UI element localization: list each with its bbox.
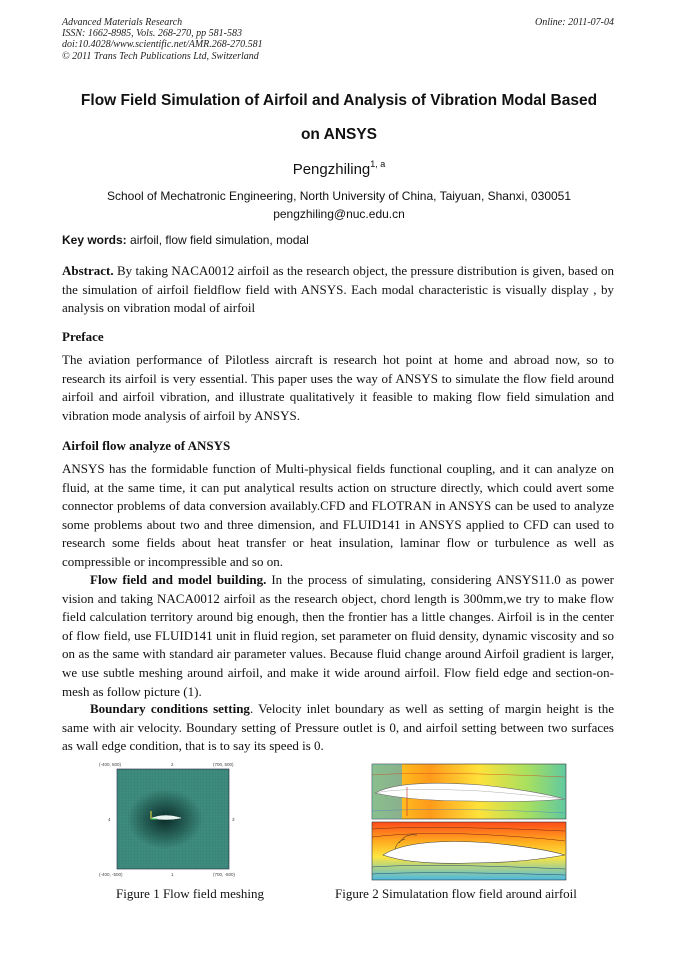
paper-title-line1: Flow Field Simulation of Airfoil and Analysis of Vibration Modal Based (80, 92, 598, 109)
author-superscript: 1, a (370, 159, 386, 169)
section-airfoil-flow-text: ANSYS has the formidable function of Multi-physical fields functional coupling, and it can analyze on fluid, at the same time, it can put analytical results action on structure directly, which could avert some connector problems of data conversion availably.CFD and FLOTRAN in ANSYS can be used to analyze some problems about two and three dimension, and FLUID141 in ANSYS applied to CFD can used to research some fields about heat transfer or heat insulation, laminar flow or turbulence as well as compressible or incompressible and so on. (62, 461, 614, 569)
journal-name: Advanced Materials Research (62, 17, 183, 28)
fig1-corner-bottom-left: (-400, -500) (99, 872, 123, 877)
fig1-label-right: 3 (232, 817, 235, 822)
flow-field-text: In the process of simulating, considering ANSYS11.0 as power vision and taking NACA0012 airfoil as the research object, chord length is 300mm,we try to make flow field calculation territory around big enough, then the frontier has a little changes. Airfoil is in the center of flow field, use FLUID141 unit in fluid region, set parameter on fluid density, dynamic viscosity and so on as the same with standard air parameter values. Because fluid change around Airfoil gradient is larger, we use subtle meshing around airfoil, and make it wide around airfoil. Flow field edge and section-on-mesh as follow picture (1). (62, 572, 615, 699)
keywords (62, 233, 309, 247)
fig1-corner-bottom-right: (700, -500) (213, 872, 236, 877)
copyright-line: © 2011 Trans Tech Publications Ltd, Switzerland (62, 50, 259, 62)
abstract-label: Abstract. (62, 263, 114, 278)
flow-field-paragraph (62, 571, 614, 701)
boundary-text: . Velocity inlet boundary as well as setting of margin height is the same with air velocity. Boundary setting of Pressure outlet is 0, and airfoil setting between two surfaces as wall edge condition, that is to say its speed is 0. (62, 701, 614, 754)
preface-heading: Preface (62, 329, 104, 344)
author-name: Pengzhiling (292, 161, 371, 178)
online-date: Online: 2011-07-04 (535, 17, 614, 28)
flow-field-graphic (371, 763, 567, 881)
figure1-mesh (95, 761, 245, 879)
mesh-graphic (95, 761, 245, 879)
issn-line: ISSN: 1662-8985, Vols. 268-270, pp 581-583 (62, 28, 242, 40)
figure1-caption: Figure 1 Flow field meshing (116, 886, 265, 901)
section-heading-airfoil-flow: Airfoil flow analyze of ANSYS (62, 438, 231, 453)
preface-text: The aviation performance of Pilotless aircraft is research hot point at home and abroad now, so to research its airfoil is very essential. This paper uses the way of ANSYS to simulate the flow field around airfoil and airfoil vibration, and illustrate qualitatively it feasible to making flow field simulation and vibration mode analysis of airfoil by ANSYS. (62, 352, 614, 423)
doi-line: doi:10.4028/www.scientific.net/AMR.268-270.581 (62, 39, 263, 51)
keywords-text: airfoil, flow field simulation, modal (130, 233, 309, 247)
keywords-label: Key words: (62, 233, 127, 247)
affiliation: School of Mechatronic Engineering, North University of China, Taiyuan, Shanxi, 030051 (106, 189, 572, 203)
fig1-label-bottom: 1 (171, 872, 174, 877)
author (40, 159, 638, 178)
abstract-text: By taking NACA0012 airfoil as the research object, the pressure distribution is given, based on the simulation of airfoil fieldflow field with ANSYS. Each modal characteristic is visually display , by analysis on vibration modal of airfoil (62, 263, 614, 316)
paper-title-line2: on ANSYS (300, 126, 378, 143)
flow-field-label: Flow field and model building. (90, 572, 267, 587)
boundary-label: Boundary conditions setting (90, 701, 250, 716)
abstract (62, 262, 614, 318)
figure2-caption: Figure 2 Simulatation flow field around airfoil (335, 886, 577, 901)
fig1-corner-top-right: (700, 500) (213, 762, 234, 767)
boundary-paragraph (62, 700, 614, 756)
email: pengzhiling@nuc.edu.cn (273, 207, 405, 221)
fig1-corner-top-left: (-400, 500) (99, 762, 122, 767)
journal-header (62, 17, 263, 62)
figure2-flow-field (371, 763, 567, 881)
fig1-label-left: 4 (108, 817, 111, 822)
fig1-label-top: 2 (171, 762, 174, 767)
